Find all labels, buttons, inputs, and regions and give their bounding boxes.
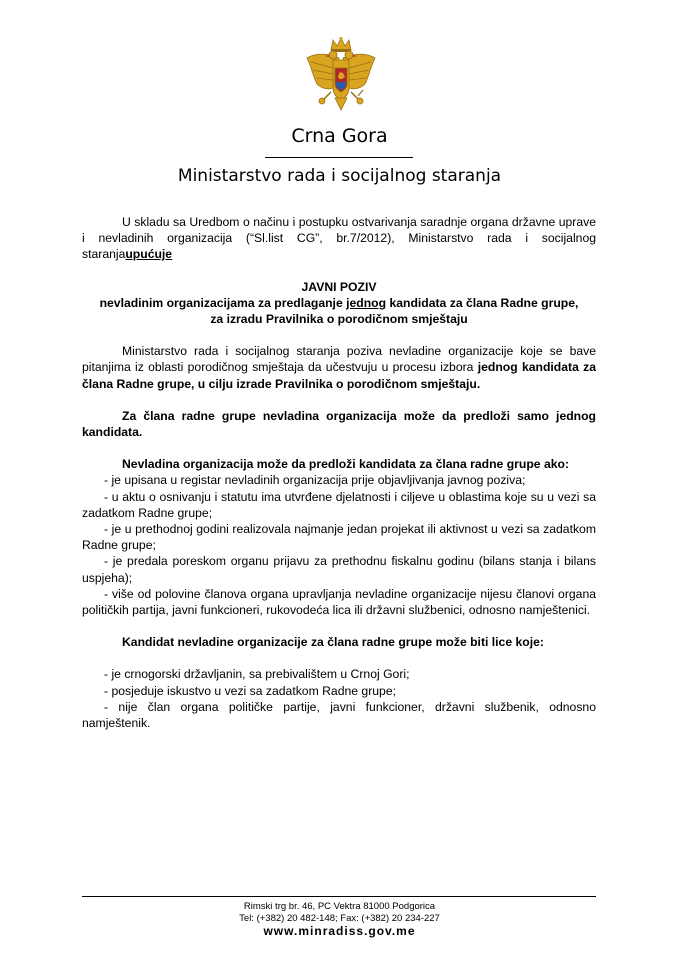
condition-item: - je upisana u registar nevladinih organizacija prije objavljivanja javnog poziva;	[104, 473, 526, 488]
header-divider	[265, 157, 413, 158]
call-line1-a: nevladinim organizacijama za predlaganje	[99, 295, 347, 310]
intro-verb: upućuje	[125, 247, 173, 262]
call-subtitle-line2: za izradu Pravilnika o porodičnom smještaju	[210, 312, 468, 327]
invitation-bold: jednog kandidata za člana Radne grupe, u cilju izrade Pravilnika o porodičnom smještaju.	[82, 360, 596, 391]
condition-item: - više od polovine članova organa upravljanja nevladine organizacije nijesu članovi organa političkih partija, javni funkcioneri, rukovodeća lica ili državni službenici, odnosno namještenici.	[82, 586, 596, 618]
footer-divider	[82, 896, 596, 897]
coat-of-arms-icon	[303, 36, 379, 116]
intro-text: U skladu sa Uredbom o načinu i postupku ostvarivanja saradnje organa državne uprave i nevladinih organizacija (“Sl.list CG”, br.7/2012), Ministarstvo rada i socijalnog staranja	[82, 215, 596, 262]
candidate-item: - posjeduje iskustvo u vezi sa zadatkom Radne grupe;	[104, 683, 396, 698]
footer-address: Rimski trg br. 46, PC Vektra 81000 Podgorica	[243, 901, 436, 912]
condition-item: - u aktu o osnivanju i statutu ima utvrđene djelatnosti i ciljeve u oblastima koje su u vezi sa zadatkom Radne grupe;	[82, 489, 596, 520]
intro-paragraph	[82, 214, 596, 263]
call-subtitle-line1	[82, 295, 596, 311]
condition-item: - je predala poreskom organu prijavu za prethodnu fiskalnu godinu (bilans stanja i bilans uspjeha);	[82, 554, 596, 585]
invitation-text: Ministarstvo rada i socijalnog staranja poziva nevladine organizacije koje se bave pitanjima iz oblasti porodičnog smještaja da učestvuju u procesu izbora	[82, 344, 596, 375]
single-candidate-paragraph: Za člana radne grupe nevladina organizacija može da predloži samo jednog kandidata.	[82, 408, 596, 440]
ministry-name: Ministarstvo rada i socijalnog staranja	[177, 166, 502, 186]
conditions-heading: Nevladina organizacija može da predloži kandidata za člana radne grupe ako:	[122, 457, 570, 472]
footer-phone: Tel: (+382) 20 482-148; Fax: (+382) 20 234-227	[239, 912, 440, 924]
country-name: Crna Gora	[291, 125, 388, 147]
document-body	[82, 214, 596, 731]
call-line1-underlined: jednog	[346, 295, 387, 310]
footer	[0, 901, 679, 939]
candidate-heading: Kandidat nevladine organizacije za člana radne grupe može biti lice koje:	[122, 635, 544, 650]
condition-item: - je u prethodnoj godini realizovala najmanje jedan projekat ili aktivnost u vezi sa zadatkom Radne grupe;	[82, 522, 596, 553]
footer-website-link[interactable]: www.minradiss.gov.me	[263, 924, 416, 938]
candidate-item: - je crnogorski državljanin, sa prebivalištem u Crnoj Gori;	[104, 667, 410, 682]
call-title: JAVNI POZIV	[301, 279, 377, 294]
invitation-paragraph	[82, 343, 596, 392]
call-line1-b: kandidata za člana Radne grupe,	[386, 295, 579, 310]
candidate-item: - nije član organa političke partije, javni funkcioner, državni službenik, odnosno namještenik.	[82, 699, 596, 731]
